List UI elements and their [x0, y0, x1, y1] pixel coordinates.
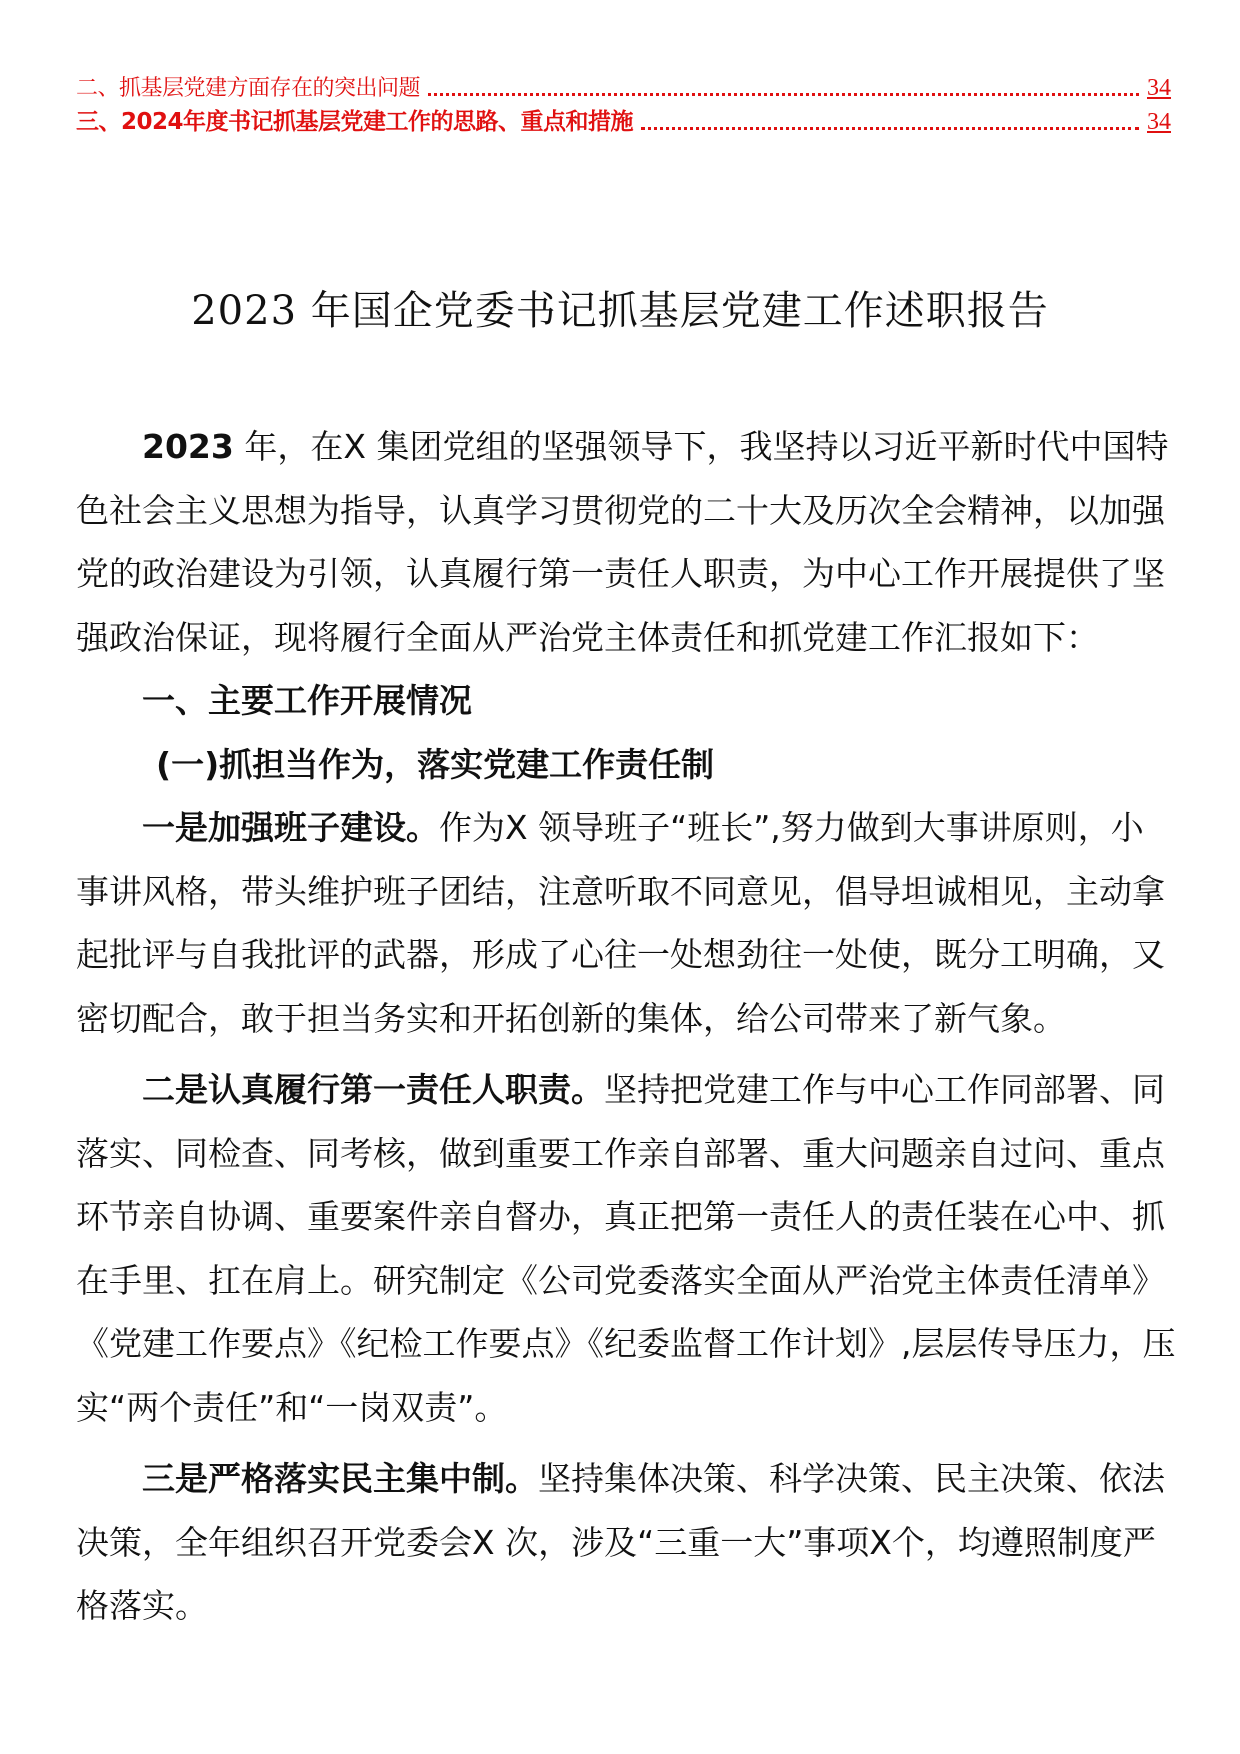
paragraph-lead: 二是认真履行第一责任人职责。: [142, 1070, 604, 1109]
paragraph-text: 作为X 领导班子“班长”,努力做到大事讲原则，小事讲风格，带头维护班子团结，注意听取不同意见，倡导坦诚相见，主动拿起批评与自我批评的武器，形成了心往一处想劲往一处使，既分工明确，又密切配合，敢于担当务实和开拓创新的集体，给公司带来了新气象。: [76, 808, 1165, 1038]
intro-paragraph: [76, 415, 1176, 669]
toc-entry-title: 二、抓基层党建方面存在的突出问题: [76, 76, 421, 101]
paragraph-lead: 一是加强班子建设。: [142, 808, 439, 847]
body-paragraph: [76, 1447, 1176, 1638]
section-heading: 一、主要工作开展情况: [142, 681, 472, 720]
paragraph-text: 坚持集体决策、科学决策、民主决策、依法决策，全年组织召开党委会X 次，涉及“三重一大”事项X个，均遵照制度严格落实。: [76, 1459, 1165, 1625]
toc-entry-page: 34: [1147, 109, 1171, 135]
intro-year: 2023: [142, 427, 234, 466]
paragraph-lead: 三是严格落实民主集中制。: [142, 1459, 538, 1498]
subsection-heading: (一)抓担当作为，落实党建工作责任制: [156, 744, 715, 784]
table-of-contents: [76, 72, 1171, 136]
paragraph-text: 坚持把党建工作与中心工作同部署、同落实、同检查、同考核，做到重要工作亲自部署、重大问题亲自过问、重点环节亲自协调、重要案件亲自督办，真正把第一责任人的责任装在心中、抓在手里、扛在肩上。研究制定《公司党委落实全面从严治党主体责任清单》《党建工作要点》《纪检工作要点》《纪委监督工作计划》,层层传导压力，压实“两个责任”和“一岗双责”。: [76, 1070, 1176, 1427]
toc-entry-page: 34: [1147, 75, 1171, 101]
document-title: 2023 年国企党委书记抓基层党建工作述职报告: [191, 287, 1049, 334]
toc-leader-dots: [428, 93, 1139, 96]
document-body: [76, 415, 1176, 1638]
toc-entry[interactable]: [76, 72, 1171, 102]
toc-entry-title: 三、2024年度书记抓基层党建工作的思路、重点和措施: [76, 109, 634, 135]
intro-text: 年，在X 集团党组的坚强领导下，我坚持以习近平新时代中国特色社会主义思想为指导，认真学习贯彻党的二十大及历次全会精神，以加强党的政治建设为引领，认真履行第一责任人职责，为中心工作开展提供了坚强政治保证，现将履行全面从严治党主体责任和抓党建工作汇报如下：: [76, 427, 1169, 657]
body-paragraph: [76, 1058, 1176, 1439]
toc-leader-dots: [641, 127, 1139, 130]
toc-entry[interactable]: [76, 102, 1171, 136]
body-paragraph: [76, 796, 1176, 1050]
